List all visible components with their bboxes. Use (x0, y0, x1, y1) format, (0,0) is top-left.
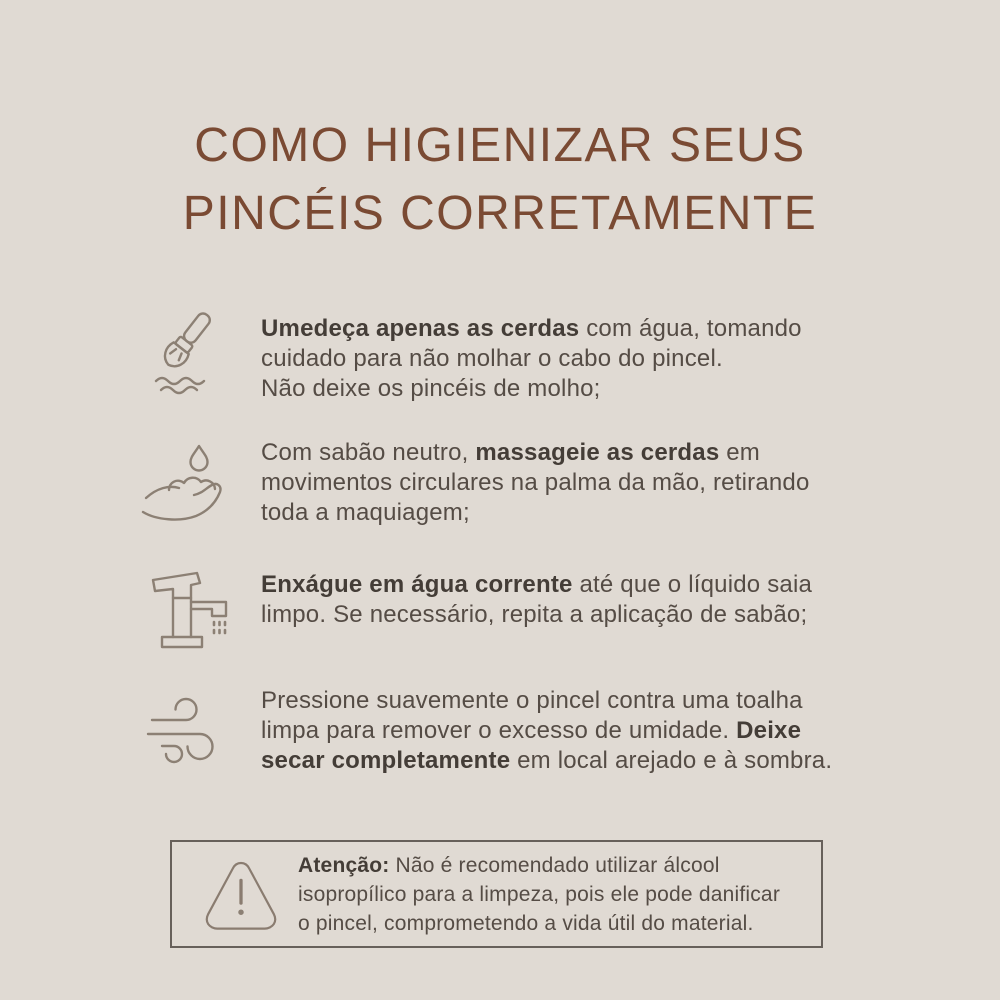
step-text: Umedeça apenas as cerdas com água, tomando cuidado para não molhar o cabo do pincel. Não deixe os pincéis de molho; (261, 315, 802, 402)
step-massage-bristles (140, 428, 810, 533)
step-bold-phrase: Umedeça apenas as cerdas (261, 315, 580, 342)
air-dry-wind-icon (140, 682, 235, 777)
step-dry-completely (140, 676, 832, 777)
step-rinse-running-water (140, 556, 812, 653)
faucet-running-water-icon (140, 558, 235, 653)
warning-text: Atenção: Não é recomendado utilizar álcool isopropílico para a limpeza, pois ele pode danificar o pincel, comprometendo a vida útil do material. (298, 853, 781, 935)
step-text: Enxágue em água corrente até que o líquido saia limpo. Se necessário, repita a aplicação de sabão; (261, 571, 813, 628)
step-bold-phrase: Deixe (736, 717, 802, 744)
brush-dipping-in-water-icon (140, 306, 235, 401)
page-title-line2: PINCÉIS CORRETAMENTE (182, 187, 818, 240)
hand-with-soap-drop-icon (140, 438, 235, 533)
step-text: Com sabão neutro, massageie as cerdas em movimentos circulares na palma da mão, retirando toda a maquiagem; (261, 439, 810, 526)
warning-box (170, 840, 823, 948)
page-title (0, 112, 1000, 248)
step-bold-phrase: Enxágue em água corrente (261, 571, 573, 598)
step-wet-bristles (140, 302, 802, 404)
step-bold-phrase: massageie as cerdas (475, 439, 720, 466)
step-bold-phrase: secar completamente (261, 747, 511, 774)
step-text: Pressione suavemente o pincel contra uma toalha limpa para remover o excesso de umidade. Deixe secar completamente em local arejado e à sombra. (261, 687, 833, 774)
warning-triangle-icon (200, 854, 282, 934)
warning-label: Atenção: (298, 853, 390, 877)
page-title-line1: COMO HIGIENIZAR SEUS (194, 119, 806, 172)
